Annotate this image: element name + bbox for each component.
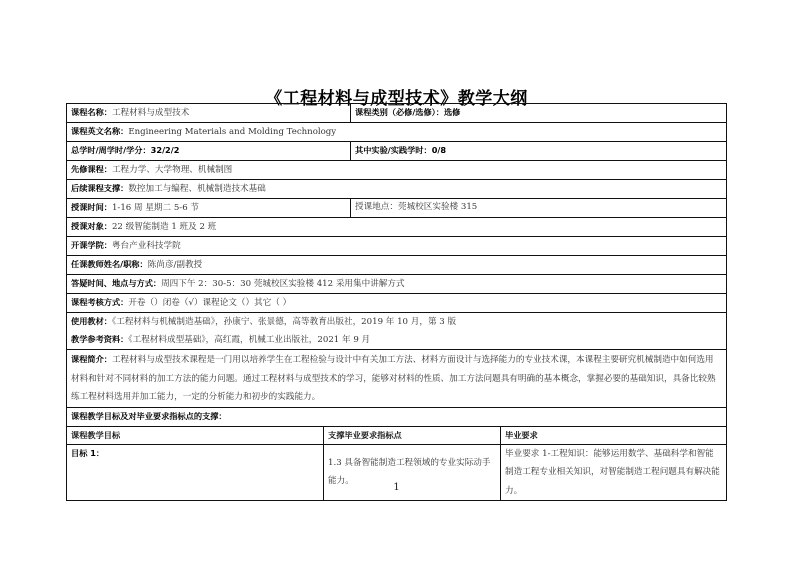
audience-cell	[67, 218, 727, 237]
row-office-hours	[67, 275, 727, 294]
prerequisites-label: 先修课程：	[71, 164, 112, 174]
intro-label: 课程简介：	[71, 354, 112, 364]
row-college	[67, 237, 727, 256]
hours-cell	[67, 142, 351, 161]
row-audience	[67, 218, 727, 237]
row-teacher	[67, 256, 727, 275]
row-course-en-name	[67, 123, 727, 142]
textbook-label: 使用教材：	[71, 316, 112, 326]
schedule-value: 1-16 周 星期二 5-6 节	[111, 203, 199, 213]
follow-up-value: 数控加工与编程、机械制造技术基础	[128, 184, 266, 194]
intro-cell	[67, 350, 727, 408]
assessment-cell	[67, 294, 727, 313]
header-requirement: 毕业要求	[501, 426, 727, 444]
teacher-label: 任课教师姓名/职称：	[71, 259, 148, 269]
location-label: 授课地点：	[355, 202, 398, 212]
college-label: 开课学院：	[71, 240, 112, 250]
prerequisites-cell	[67, 161, 727, 180]
textbook-cell	[67, 313, 727, 350]
course-name-value: 工程材料与成型技术	[111, 108, 190, 118]
row-intro	[67, 350, 727, 408]
audience-label: 授课对象：	[71, 221, 112, 231]
follow-up-label: 后续课程支撑：	[71, 183, 129, 193]
office-hours-value: 周四下午 2：30-5：30 莞城校区实验楼 412 采用集中讲解方式	[161, 279, 405, 289]
row-schedule	[67, 199, 727, 218]
lab-hours-label: 其中实验/实践学时：	[355, 145, 432, 155]
course-en-name-value: Engineering Materials and Molding Technology	[128, 127, 337, 137]
follow-up-cell	[67, 180, 727, 199]
schedule-cell	[67, 199, 351, 218]
header-indicator: 支撑毕业要求指标点	[324, 426, 501, 444]
lab-hours-value: 0/8	[431, 145, 447, 155]
course-en-name-label: 课程英文名称：	[71, 126, 129, 136]
prerequisites-value: 工程力学、大学物理、机械制图	[111, 165, 233, 175]
objectives-heading-label: 课程教学目标及对毕业要求指标点的支撑：	[71, 410, 227, 421]
college-value: 粤台产业科技学院	[111, 241, 181, 251]
lab-hours-cell	[351, 142, 727, 161]
location-cell	[351, 199, 727, 218]
location-value: 莞城校区实验楼 315	[397, 202, 478, 212]
syllabus-table	[66, 103, 727, 501]
office-hours-label: 答疑时间、地点与方式：	[71, 278, 162, 288]
schedule-label: 授课时间：	[71, 202, 112, 212]
teacher-cell	[67, 256, 727, 275]
course-type-cell	[351, 104, 727, 123]
assessment-label: 课程考核方式：	[71, 297, 129, 307]
hours-label: 总学时/周学时/学分：	[71, 145, 151, 155]
intro-value: 工程材料与成型技术课程是一门用以培养学生在工程检验与设计中有关加工方法、材料方面设计与选择能力的专业技术课，本课程主要研究机械制造中如何选用材料和针对不同材料的加工方法的能力问题。通过工程材料与成型技术的学习，能够对材料的性质、加工方法问题具有明确的基本概念，掌握必要的基础知识，具备比较熟练工程材料选用并加工能力，一定的分析能力和初步的实践能力。	[71, 355, 716, 402]
document-title: 《工程材料与成型技术》教学大纲	[265, 89, 528, 109]
row-prerequisites	[67, 161, 727, 180]
requirement-value: 毕业要求 1-工程知识：能够运用数学、基础科学和智能制造工程专业相关知识，对智能制造工程问题具有解决能力。	[505, 448, 720, 496]
assessment-value: 开卷（）闭卷（√）课程论文（）其它（ ）	[128, 298, 292, 308]
course-name-label: 课程名称：	[71, 107, 112, 117]
header-objective: 课程教学目标	[67, 426, 324, 444]
row-objectives-heading	[67, 407, 727, 426]
textbook-value: 《工程材料与机械制造基础》，孙康宁、张景德，高等教育出版社，2019 年 10 月，第 3 版	[111, 317, 457, 327]
row-assessment	[67, 294, 727, 313]
course-type-label: 课程类别（必修/选修）：	[355, 107, 444, 117]
row-textbook-references	[67, 313, 727, 350]
indicator-value: 1.3 具备智能制造工程领域的专业实际动手能力。	[328, 457, 491, 487]
row-hours	[67, 142, 727, 161]
course-type-value: 选修	[443, 107, 461, 117]
course-name-cell	[67, 104, 351, 123]
course-en-name-cell	[67, 123, 727, 142]
audience-value: 22 级智能制造 1 班及 2 班	[111, 222, 217, 232]
college-cell	[67, 237, 727, 256]
references-label: 教学参考资料：	[71, 334, 129, 344]
hours-value: 32/2/2	[150, 145, 180, 155]
row-course-name	[67, 104, 727, 123]
objective-label: 目标 1：	[71, 447, 105, 458]
row-follow-up	[67, 180, 727, 199]
objectives-header-row	[67, 426, 727, 444]
references-value: 《工程材料成型基础》，高红霞，机械工业出版社，2021 年 9 月	[128, 335, 371, 345]
office-hours-cell	[67, 275, 727, 294]
objectives-heading-cell	[67, 407, 727, 426]
page-number: 1	[393, 482, 400, 493]
teacher-value: 陈尚彦/副教授	[147, 260, 203, 270]
